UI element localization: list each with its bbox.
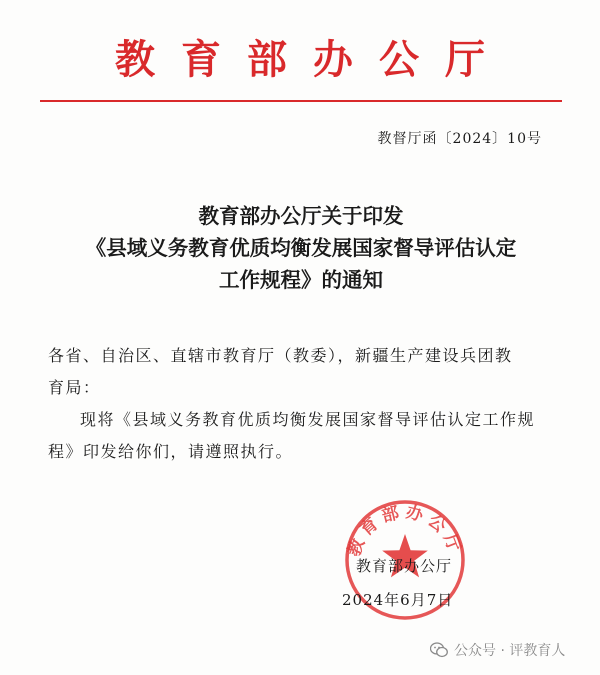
watermark-text: 公众号 · 评教育人: [454, 643, 566, 659]
title-line-3: 工作规程》的通知: [219, 268, 383, 292]
document-body: [48, 340, 548, 468]
issue-date: 2024年6月7日: [342, 591, 454, 609]
office-header: 教育部办公厅: [115, 36, 511, 83]
seal-text: 教育部办公厅: [344, 502, 466, 560]
body-line-2: 程》印发给你们，请遵照执行。: [48, 442, 294, 461]
title-line-1: 教育部办公厅关于印发: [198, 204, 404, 228]
document-title: [40, 200, 562, 296]
header-divider: [40, 100, 562, 102]
body-line-1: 现将《县域义务教育优质均衡发展国家督导评估认定工作规: [80, 410, 536, 429]
recipients-line-1: 各省、自治区、直辖市教育厅（教委），新疆生产建设兵团教: [48, 346, 513, 365]
watermark: [430, 640, 565, 660]
recipients-line-2: 育局：: [48, 378, 101, 397]
signer-name: 教育部办公厅: [356, 557, 453, 575]
wechat-icon: [430, 642, 448, 658]
title-line-2: 《县域义务教育优质均衡发展国家督导评估认定: [85, 236, 517, 260]
document-number: 教督厅函〔2024〕10号: [377, 131, 542, 147]
